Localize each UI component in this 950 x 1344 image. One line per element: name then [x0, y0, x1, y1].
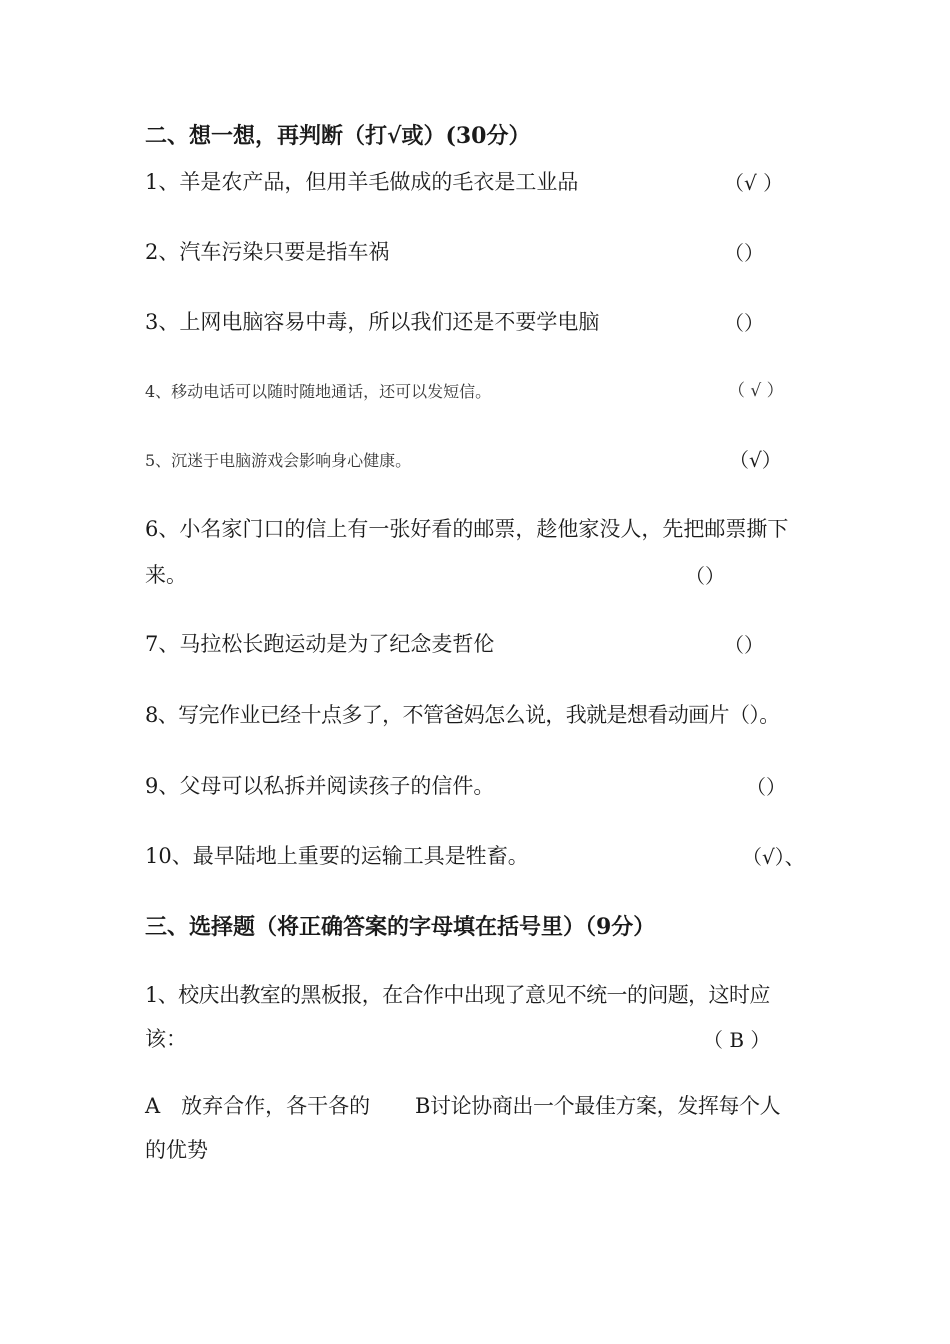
question-6-line-1: 6、小名家门口的信上有一张好看的邮票，趁他家没人，先把邮票撕下: [145, 517, 789, 541]
choice-question-1-line-1: 1、校庆出教室的黑板报，在合作中出现了意见不统一的问题，这时应: [145, 983, 770, 1007]
question-2: 2、汽车污染只要是指车祸: [145, 240, 390, 264]
choice-answer-1: （ B ）: [703, 1028, 771, 1052]
question-10: 10、最早陆地上重要的运输工具是牲畜。: [145, 844, 529, 868]
question-7: 7、马拉松长跑运动是为了纪念麦哲伦: [145, 632, 495, 656]
option-b-continued: 的优势: [145, 1138, 208, 1162]
answer-2: （）: [724, 241, 764, 265]
answer-10: （√）、: [742, 845, 805, 869]
question-5: 5、沉迷于电脑游戏会影响身心健康。: [145, 451, 412, 470]
question-4: 4、移动电话可以随时随地通话，还可以发短信。: [145, 382, 492, 401]
option-a: A 放弃合作，各干各的: [145, 1094, 371, 1118]
section-2-heading: 二、想一想，再判断（打√或）(30分）: [145, 123, 531, 149]
question-8: 8、写完作业已经十点多了，不管爸妈怎么说，我就是想看动画片（）。: [145, 703, 780, 727]
answer-3: （）: [724, 311, 764, 335]
option-b: B讨论协商出一个最佳方案，发挥每个人: [415, 1094, 781, 1118]
answer-7: （）: [724, 633, 764, 657]
answer-4: （ √ ）: [728, 381, 784, 401]
choice-question-1-line-2: 该：: [145, 1027, 187, 1051]
answer-6: （）: [685, 564, 725, 588]
section-3-heading: 三、选择题（将正确答案的字母填在括号里）（9分）: [145, 914, 656, 940]
question-1: 1、羊是农产品，但用羊毛做成的毛衣是工业品: [145, 170, 579, 194]
answer-1: （√ ）: [724, 171, 784, 195]
question-9: 9、父母可以私拆并阅读孩子的信件。: [145, 774, 495, 798]
question-6-line-2: 来。: [145, 563, 187, 587]
question-3: 3、上网电脑容易中毒，所以我们还是不要学电脑: [145, 310, 600, 334]
answer-5: （√）: [729, 448, 782, 472]
answer-9: （）: [746, 775, 786, 799]
